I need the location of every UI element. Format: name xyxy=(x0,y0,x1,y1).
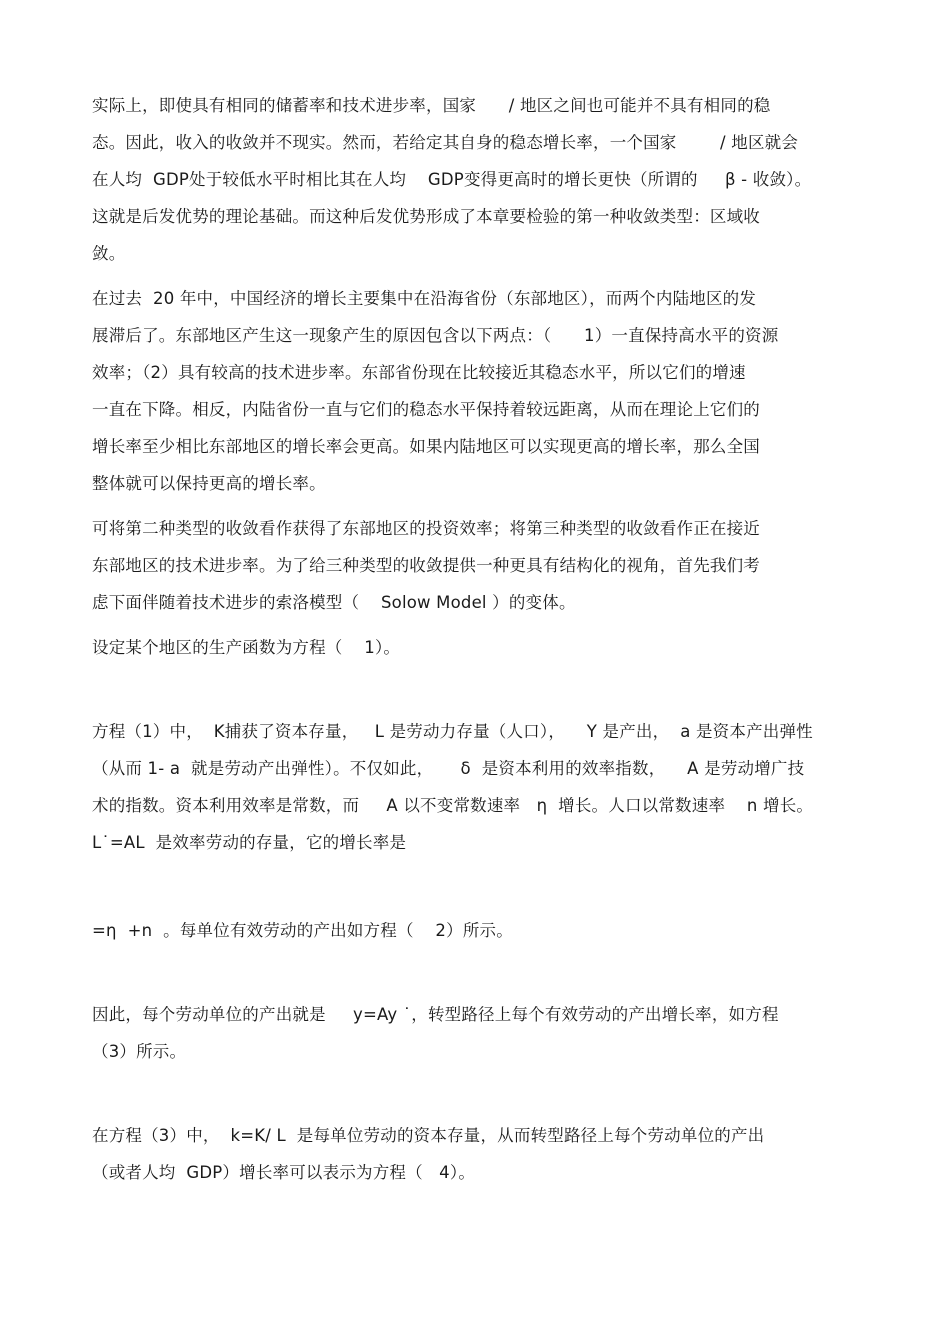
text-line: 一直在下降。相反，内陆省份一直与它们的稳态水平保持着较远距离，从而在理论上它们的 xyxy=(92,400,760,419)
text-line: 因此，每个劳动单位的产出就是 y=Ay ˙，转型路径上每个有效劳动的产出增长率，如方程 xyxy=(92,1005,779,1024)
text-line: =η +n 。每单位有效劳动的产出如方程（ 2）所示。 xyxy=(92,921,513,940)
text-line: 态。因此，收入的收敛并不现实。然而，若给定其自身的稳态增长率，一个国家 / 地区就会 xyxy=(92,133,799,152)
text-line: （从而 1- a 就是劳动产出弹性）。不仅如此， δ 是资本利用的效率指数， A 是劳动增广技 xyxy=(92,759,805,778)
text-line: 东部地区的技术进步率。为了给三种类型的收敛提供一种更具有结构化的视角，首先我们考 xyxy=(92,556,760,575)
text-line: L˙=AL 是效率劳动的存量，它的增长率是 xyxy=(92,833,407,852)
text-line: 效率；（2）具有较高的技术进步率。东部省份现在比较接近其稳态水平，所以它们的增速 xyxy=(92,363,746,382)
text-line: 展滞后了。东部地区产生这一现象产生的原因包含以下两点：（ 1）一直保持高水平的资源 xyxy=(92,326,779,345)
text-line: 整体就可以保持更高的增长率。 xyxy=(92,474,326,493)
text-line: 在人均 GDP处于较低水平时相比其在人均 GDP变得更高时的增长更快（所谓的 β - 收敛）。 xyxy=(92,170,812,189)
text-line: 在方程（3）中， k=K/ L 是每单位劳动的资本存量，从而转型路径上每个劳动单位的产出 xyxy=(92,1126,765,1145)
text-line: 实际上，即使具有相同的储蓄率和技术进步率，国家 / 地区之间也可能并不具有相同的稳 xyxy=(92,96,771,115)
text-line: 虑下面伴随着技术进步的索洛模型（ Solow Model ）的变体。 xyxy=(92,593,576,612)
text-line: 可将第二种类型的收敛看作获得了东部地区的投资效率；将第三种类型的收敛看作正在接近 xyxy=(92,519,760,538)
text-line: 这就是后发优势的理论基础。而这种后发优势形成了本章要检验的第一种收敛类型：区域收 xyxy=(92,207,760,226)
text-line: （3）所示。 xyxy=(92,1042,187,1061)
text-line: 敛。 xyxy=(92,244,126,263)
text-line: 方程（1）中， K捕获了资本存量， L 是劳动力存量（人口）， Y 是产出， a 是资本产出弹性 xyxy=(92,722,813,741)
text-line: 设定某个地区的生产函数为方程（ 1）。 xyxy=(92,638,401,657)
text-line: 增长率至少相比东部地区的增长率会更高。如果内陆地区可以实现更高的增长率，那么全国 xyxy=(92,437,760,456)
text-line: （或者人均 GDP）增长率可以表示为方程（ 4）。 xyxy=(92,1163,476,1182)
text-line: 术的指数。资本利用效率是常数，而 A 以不变常数速率 η 增长。人口以常数速率 n 增长。 xyxy=(92,796,814,815)
text-line: 在过去 20 年中，中国经济的增长主要集中在沿海省份（东部地区），而两个内陆地区的发 xyxy=(92,289,757,308)
